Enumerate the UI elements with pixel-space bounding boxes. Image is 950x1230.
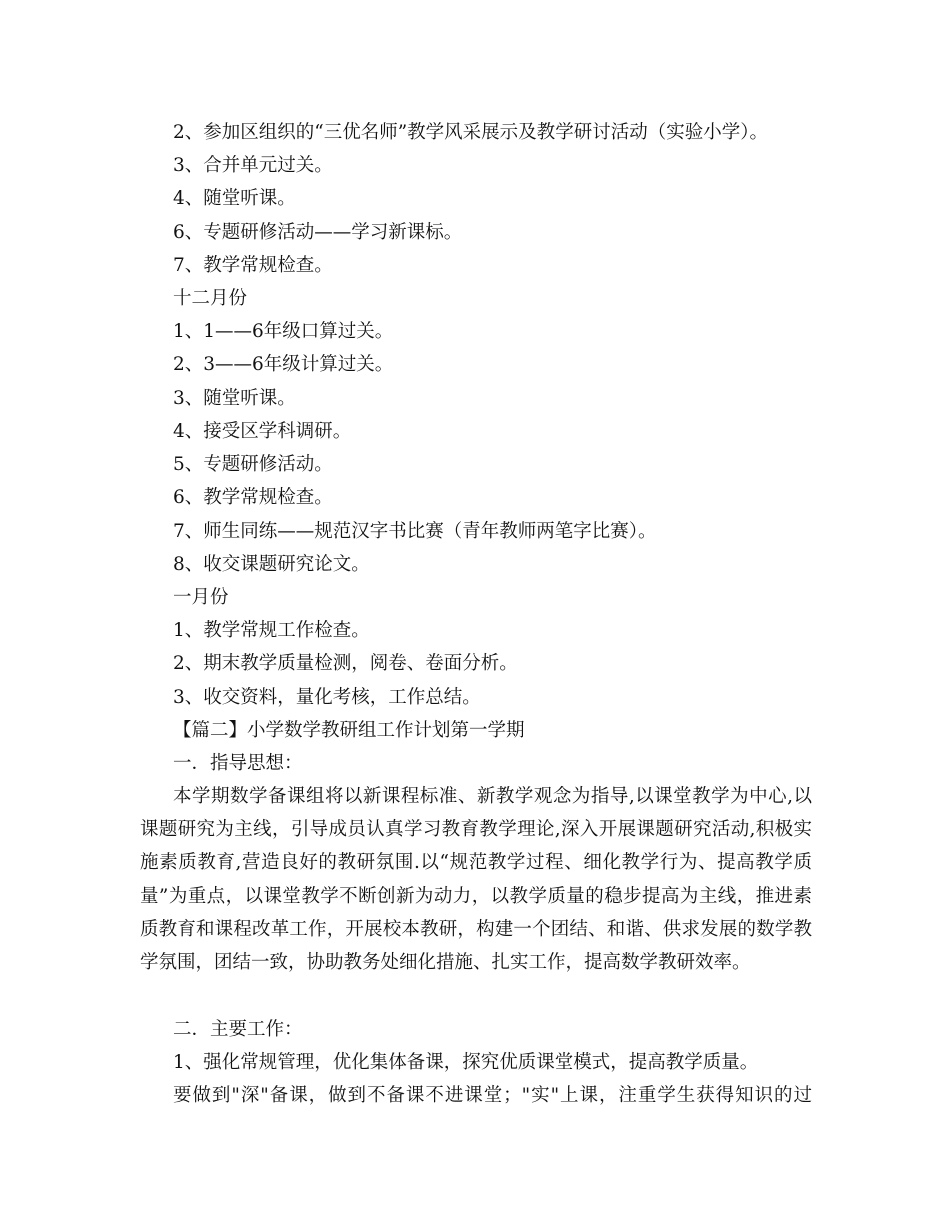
guiding-thought-paragraph <box>140 780 812 979</box>
plan-item: 1、教学常规工作检查。 <box>173 620 370 641</box>
paragraph-line: 学氛围，团结一致，协助教务处细化措施、扎实工作，提高数学教研效率。 <box>140 952 751 974</box>
plan-item: 3、随堂听课。 <box>173 388 296 409</box>
subsection-heading: 二．主要工作： <box>173 1019 303 1040</box>
plan-item: 6、专题研修活动——学习新课标。 <box>173 222 463 243</box>
month-heading-january: 一月份 <box>173 587 229 608</box>
plan-item: 4、随堂听课。 <box>173 188 296 209</box>
plan-item: 8、收交课题研究论文。 <box>173 554 370 575</box>
paragraph-line: 质教育和课程改革工作，开展校本教研，构建一个团结、和谐、供求发展的数学教 <box>140 918 812 940</box>
plan-item: 7、师生同练——规范汉字书比赛（青年教师两笔字比赛）。 <box>173 521 657 542</box>
section-title: 【篇二】小学数学教研组工作计划第一学期 <box>173 720 525 741</box>
plan-item: 3、合并单元过关。 <box>173 155 333 176</box>
plan-item: 7、教学常规检查。 <box>173 255 333 276</box>
paragraph-line: 课题研究为主线，引导成员认真学习教育教学理论,深入开展课题研究活动,积极实 <box>140 819 812 841</box>
preparation-paragraph <box>140 1079 812 1112</box>
plan-item: 2、3——6年级计算过关。 <box>173 354 394 375</box>
subsection-heading: 一．指导思想： <box>173 753 303 774</box>
paragraph-line: 本学期数学备课组将以新课程标准、新教学观念为指导,以课堂教学为中心,以 <box>173 786 812 807</box>
paragraph-line: 要做到"深"备课，做到不备课不进课堂；"实"上课，注重学生获得知识的过 <box>173 1085 812 1106</box>
plan-item: 5、专题研修活动。 <box>173 454 333 475</box>
plan-item: 2、参加区组织的“三优名师”教学风采展示及教学研讨活动（实验小学）。 <box>173 122 768 143</box>
plan-item: 4、接受区学科调研。 <box>173 421 352 442</box>
plan-item: 1、强化常规管理，优化集体备课，探究优质课堂模式，提高教学质量。 <box>173 1052 759 1073</box>
plan-item: 6、教学常规检查。 <box>173 487 333 508</box>
plan-item: 2、期末教学质量检测，阅卷、卷面分析。 <box>173 653 518 674</box>
month-heading-december: 十二月份 <box>173 288 248 309</box>
plan-item: 1、1——6年级口算过关。 <box>173 321 394 342</box>
plan-item: 3、收交资料，量化考核，工作总结。 <box>173 687 481 708</box>
paragraph-line: 量”为重点，以课堂教学不断创新为动力，以教学质量的稳步提高为主线，推进素 <box>140 885 812 907</box>
paragraph-line: 施素质教育,营造良好的教研氛围.以“规范教学过程、细化教学行为、提高教学质 <box>140 852 812 874</box>
